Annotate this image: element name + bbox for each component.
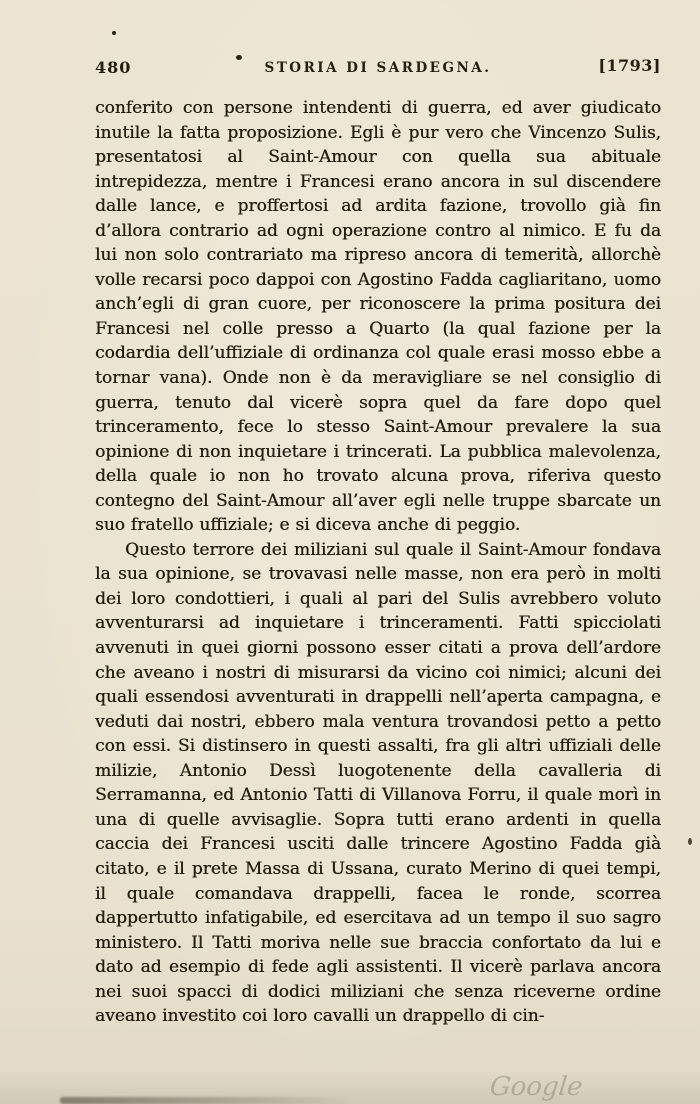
paragraph: conferito con persone intendenti di guerra, ed aver giudicato inutile la fatta proposizione. Egli è pur vero che Vincenzo Sulis, presentatosi al Saint-Amour con quella sua abituale intrepidezza, mentre i Francesi erano ancora in sul discendere dalle lance, e proffertosi ad ardita fazione, trovollo già fin d’allora contrario ad ogni operazione contro al nimico. E fu da lui non solo contrariato ma ripreso ancora di temerità, allorchè volle recarsi poco dappoi con Agostino Fadda cagliaritano, uomo anch’egli di gran cuore, per riconoscere la prima positura dei Francesi nel colle presso a Quarto (la qual fazione per la codardia dell’uffiziale di ordinanza col quale erasi mosso ebbe a tornar vana). Onde non è da meravigliare se nel consiglio di guerra, tenuto dal vicerè sopra quel da fare dopo quel trinceramento, fece lo stesso Saint-Amour prevalere la sua opinione di non inquietare i trincerati. La pubblica malevolenza, della quale io non ho trovato alcuna prova, riferiva questo contegno del Saint-Amour all’aver egli nelle truppe sbarcate un suo fratello uffiziale; e si diceva anche di peggio. (95, 98, 661, 536)
scan-speck (688, 838, 692, 845)
paragraph: Questo terrore dei miliziani sul quale il Saint-Amour fondava la sua opinione, se trovavasi nelle masse, non era però in molti dei loro condottieri, i quali al pari del Sulis avrebbero voluto avventurarsi ad inquietare i trinceramenti. Fatti spicciolati avvenuti in quei giorni possono esser citati a prova dell’ardore che aveano i nostri di misurarsi da vicino coi nimici; alcuni dei quali essendosi avventurati in drappelli nell’aperta campagna, e veduti dai nostri, ebbero mala ventura trovandosi petto a petto con essi. Si distinsero in questi assalti, fra gli altri uffiziali delle milizie, Antonio Dessì luogotenente della cavalleria di Serramanna, ed Antonio Tatti di Villanova Forru, il quale morì in una di quelle avvisaglie. Sopra tutti erano ardenti in quella caccia dei Francesi usciti dalle trincere Agostino Fadda già citato, e il prete Massa di Ussana, curato Merino di quei tempi, il quale comandava drappelli, facea le ronde, scorrea dappertutto infatigabile, ed esercitava ad un tempo il suo sagro ministero. Il Tatti moriva nelle sue braccia confortato da lui e dato ad esempio di fede agli assistenti. Il vicerè parlava ancora nei suoi spacci di dodici miliziani che senza riceverne ordine aveano investito coi loro cavalli un drappello di cin- (95, 539, 661, 1027)
header-year: [1793] (598, 56, 661, 75)
page-body (95, 96, 661, 1029)
scan-speck (112, 31, 116, 35)
scanner-watermark: Google (488, 1072, 584, 1102)
page-header (95, 52, 661, 82)
page-number: 480 (95, 58, 132, 77)
scan-smudge (60, 1097, 350, 1104)
running-title: STORIA DI SARDEGNA. (264, 60, 492, 76)
